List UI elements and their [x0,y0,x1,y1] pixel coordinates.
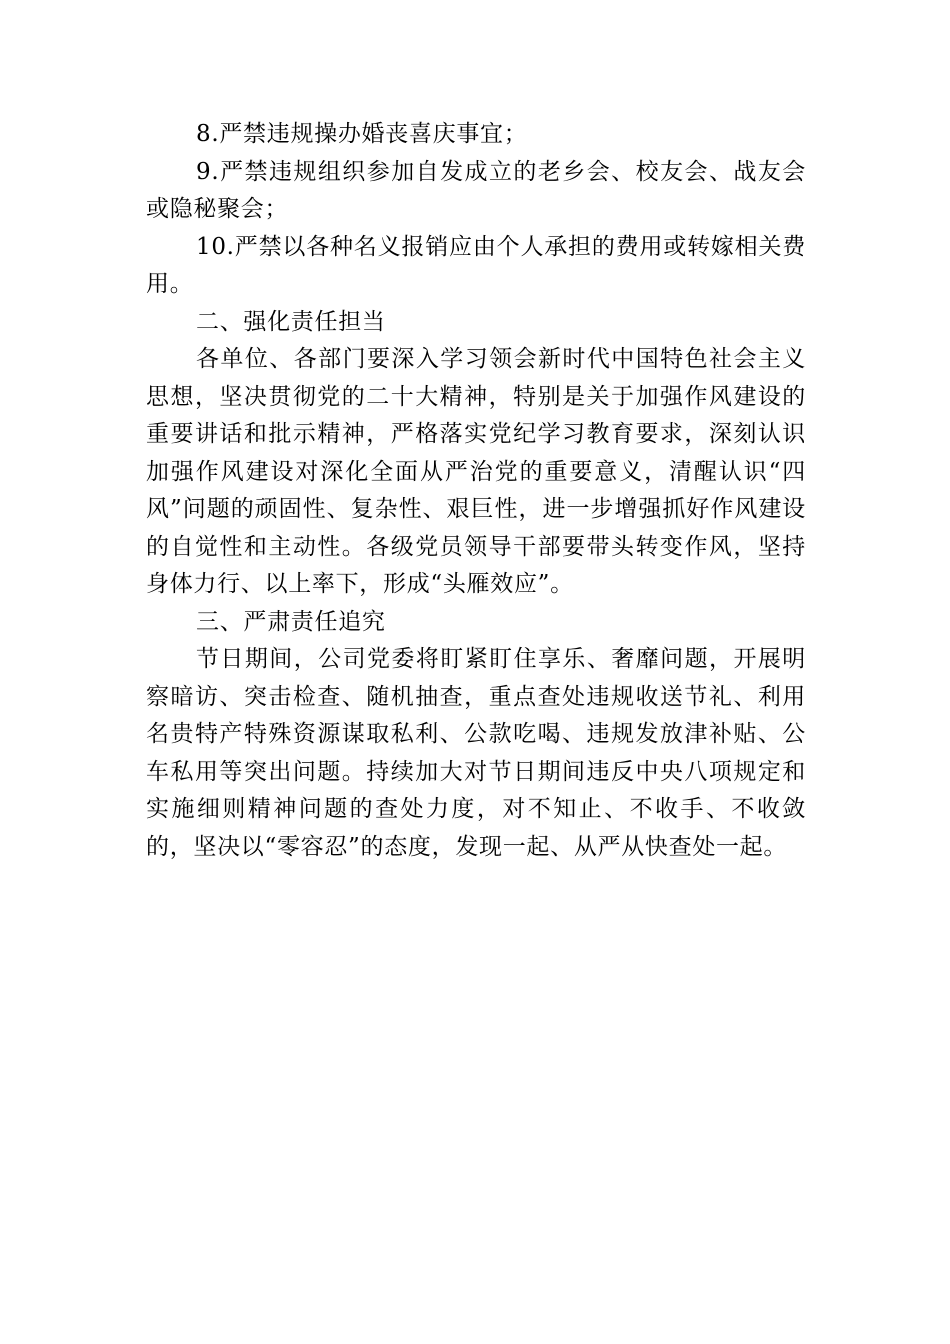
section-2-paragraph: 各单位、各部门要深入学习领会新时代中国特色社会主义思想，坚决贯彻党的二十大精神，特别是关于加强作风建设的重要讲话和批示精神，严格落实党纪学习教育要求，深刻认识加强作风建设对深化全面从严治党的重要意义，清醒认识“四风”问题的顽固性、复杂性、艰巨性，进一步增强抓好作风建设的自觉性和主动性。各级党员领导干部要带头转变作风，坚持身体力行、以上率下，形成“头雁效应”。 [146,346,806,597]
list-item-9: 9.严禁违规组织参加自发成立的老乡会、校友会、战友会或隐秘聚会； [146,158,806,222]
section-heading-2: 二、强化责任担当 [196,308,386,335]
section-3-paragraph: 节日期间，公司党委将盯紧盯住享乐、奢靡问题，开展明察暗访、突击检查、随机抽查，重点查处违规收送节礼、利用名贵特产特殊资源谋取私利、公款吃喝、违规发放津补贴、公车私用等突出问题。持续加大对节日期间违反中央八项规定和实施细则精神问题的查处力度，对不知止、不收手、不收敛的，坚决以“零容忍”的态度，发现一起、从严从快查处一起。 [146,646,806,860]
list-item-10: 10.严禁以各种名义报销应由个人承担的费用或转嫁相关费用。 [146,233,806,297]
document-body [146,116,806,866]
list-item-8: 8.严禁违规操办婚丧喜庆事宜； [196,121,528,147]
section-heading-3: 三、严肃责任追究 [196,608,386,635]
